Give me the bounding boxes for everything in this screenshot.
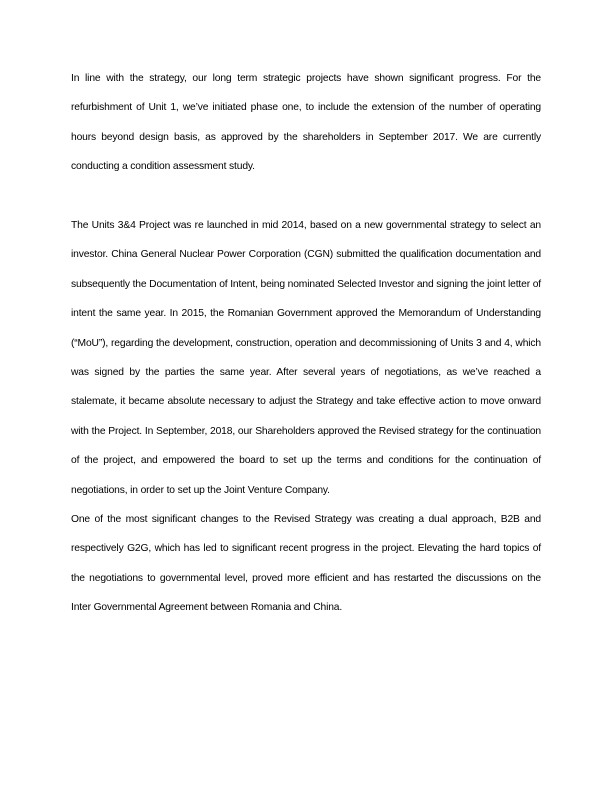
paragraph-revised-strategy-dual-approach: One of the most significant changes to the Revised Strategy was creating a dual approach, B2B and respectively G2G, which has led to significant recent progress in the project. Elevating the hard topics of the negotiations to governmental level, proved more efficient and has restarted the discussions on the Inter Governmental Agreement between Romania and China. [71,514,541,614]
document-body [71,64,541,623]
paragraph-units-3-4-project: The Units 3&4 Project was re launched in mid 2014, based on a new governmental strategy to select an investor. China General Nuclear Power Corporation (CGN) submitted the qualification documentation and subsequently the Documentation of Intent, being nominated Selected Investor and signing the joint letter of intent the same year. In 2015, the Romanian Government approved the Memorandum of Understanding (“MoU”), regarding the development, construction, operation and decommissioning of Units 3 and 4, which was signed by the parties the same year. After several years of negotiations, as we’ve reached a stalemate, it became absolute necessary to adjust the Strategy and take effective action to move onward with the Project. In September, 2018, our Shareholders approved the Revised strategy for the continuation of the project, and empowered the board to set up the terms and conditions for the continuation of negotiations, in order to set up the Joint Venture Company. [71,220,541,496]
paragraph-unit1-refurbishment: In line with the strategy, our long term strategic projects have shown significant progress. For the refurbishment of Unit 1, we’ve initiated phase one, to include the extension of the number of operating hours beyond design basis, as approved by the shareholders in September 2017. We are currently conducting a condition assessment study. [71,73,541,173]
